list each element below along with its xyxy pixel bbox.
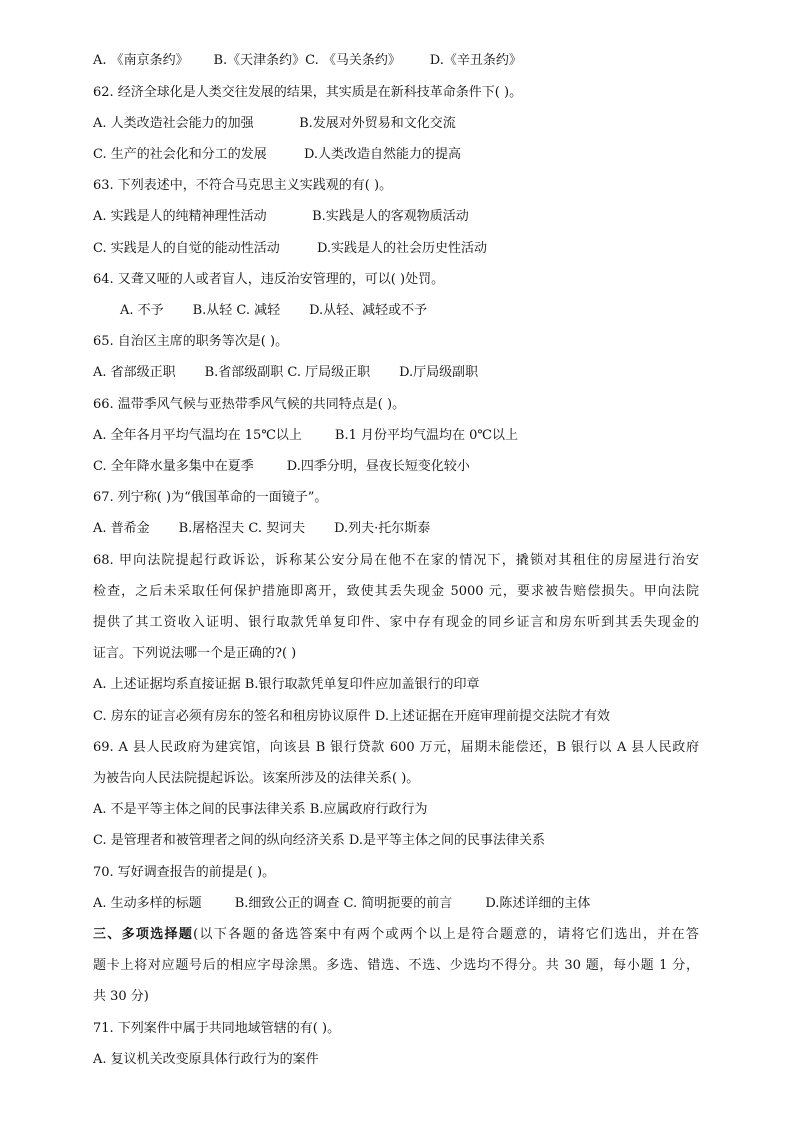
q67-options: A. 普希金 B.屠格涅夫 C. 契诃夫 D.列夫·托尔斯泰 <box>93 521 431 536</box>
q66-stem: 66. 温带季风气候与亚热带季风气候的共同特点是( )。 <box>93 397 406 412</box>
q68-stem-line-2: 检查，之后未采取任何保护措施即离开，致使其丢失现金 5000 元，要求被告赔偿损失。甲向法院 <box>93 584 699 599</box>
section-three-intro-line-1 <box>93 926 699 944</box>
q66-options-cd: C. 全年降水量多集中在夏季 D.四季分明，昼夜长短变化较小 <box>93 459 470 474</box>
q70-stem: 70. 写好调查报告的前提是( )。 <box>93 865 276 880</box>
q63-stem: 63. 下列表述中，不符合马克思主义实践观的有( )。 <box>93 178 393 193</box>
section-note-line-3: 共 30 分) <box>93 989 149 1004</box>
q68-options-ab: A. 上述证据均系直接证据 B.银行取款凭单复印件应加盖银行的印章 <box>93 677 480 692</box>
q69-stem-line-2: 为被告向人民法院提起诉讼。该案所涉及的法律关系( )。 <box>93 771 420 786</box>
q67-stem: 67. 列宁称( )为“俄国革命的一面镜子”。 <box>93 490 328 505</box>
q65-stem: 65. 自治区主席的职务等次是( )。 <box>93 334 289 349</box>
q64-options: A. 不予 B.从轻 C. 减轻 D.从轻、减轻或不予 <box>120 303 428 318</box>
q69-stem-line-1: 69. A 县人民政府为建宾馆，向该县 B 银行贷款 600 万元，届期未能偿还，B 银行以 A 县人民政府 <box>93 740 699 755</box>
q69-options-ab: A. 不是平等主体之间的民事法律关系 B.应属政府行政行为 <box>93 802 428 817</box>
q68-stem-line-3: 提供了其工资收入证明、银行取款凭单复印件、家中存有现金的同乡证言和房东听到其丢失现金的 <box>93 615 699 630</box>
q68-options-cd: C. 房东的证言必须有房东的签名和租房协议原件 D.上述证据在开庭审理前提交法院才有效 <box>93 709 610 724</box>
q62-options-cd: C. 生产的社会化和分工的发展 D.人类改造自然能力的提高 <box>93 147 462 162</box>
q71-stem: 71. 下列案件中属于共同地域管辖的有( )。 <box>93 1021 341 1036</box>
q63-options-cd: C. 实践是人的自觉的能动性活动 D.实践是人的社会历史性活动 <box>93 241 488 256</box>
q71-option-a: A. 复议机关改变原具体行政行为的案件 <box>93 1052 319 1067</box>
q61-options: A. 《南京条约》 B.《天津条约》C. 《马关条约》 D.《辛丑条约》 <box>93 53 522 68</box>
q70-options: A. 生动多样的标题 B.细致公正的调查 C. 简明扼要的前言 D.陈述详细的主体 <box>93 896 591 911</box>
q62-options-ab: A. 人类改造社会能力的加强 B.发展对外贸易和文化交流 <box>93 116 456 131</box>
q65-options: A. 省部级正职 B.省部级副职 C. 厅局级正职 D.厅局级副职 <box>93 365 479 380</box>
q68-stem-line-1: 68. 甲向法院提起行政诉讼，诉称某公安分局在他不在家的情况下，撬锁对其租住的房屋进行治安 <box>93 553 699 568</box>
q63-options-ab: A. 实践是人的纯精神理性活动 B.实践是人的客观物质活动 <box>93 209 469 224</box>
q64-stem: 64. 又聋又哑的人或者盲人，违反治安管理的，可以( )处罚。 <box>93 272 445 287</box>
section-note-line-2: 题卡上将对应题号后的相应字母涂黑。多选、错选、不选、少选均不得分。共 30 题，每小题 1 分， <box>93 958 699 973</box>
q66-options-ab: A. 全年各月平均气温均在 15℃以上 B.1 月份平均气温均在 0℃以上 <box>93 428 518 443</box>
q62-stem: 62. 经济全球化是人类交往发展的结果，其实质是在新科技革命条件下( )。 <box>93 85 523 100</box>
q69-options-cd: C. 是管理者和被管理者之间的纵向经济关系 D.是平等主体之间的民事法律关系 <box>93 833 545 848</box>
section-heading: 三、多项选择题 <box>93 927 194 942</box>
section-note-line-1: (以下各题的备选答案中有两个或两个以上是符合题意的，请将它们选出，并在答 <box>193 927 699 942</box>
q68-stem-line-4: 证言。下列说法哪一个是正确的?( ) <box>93 646 297 661</box>
